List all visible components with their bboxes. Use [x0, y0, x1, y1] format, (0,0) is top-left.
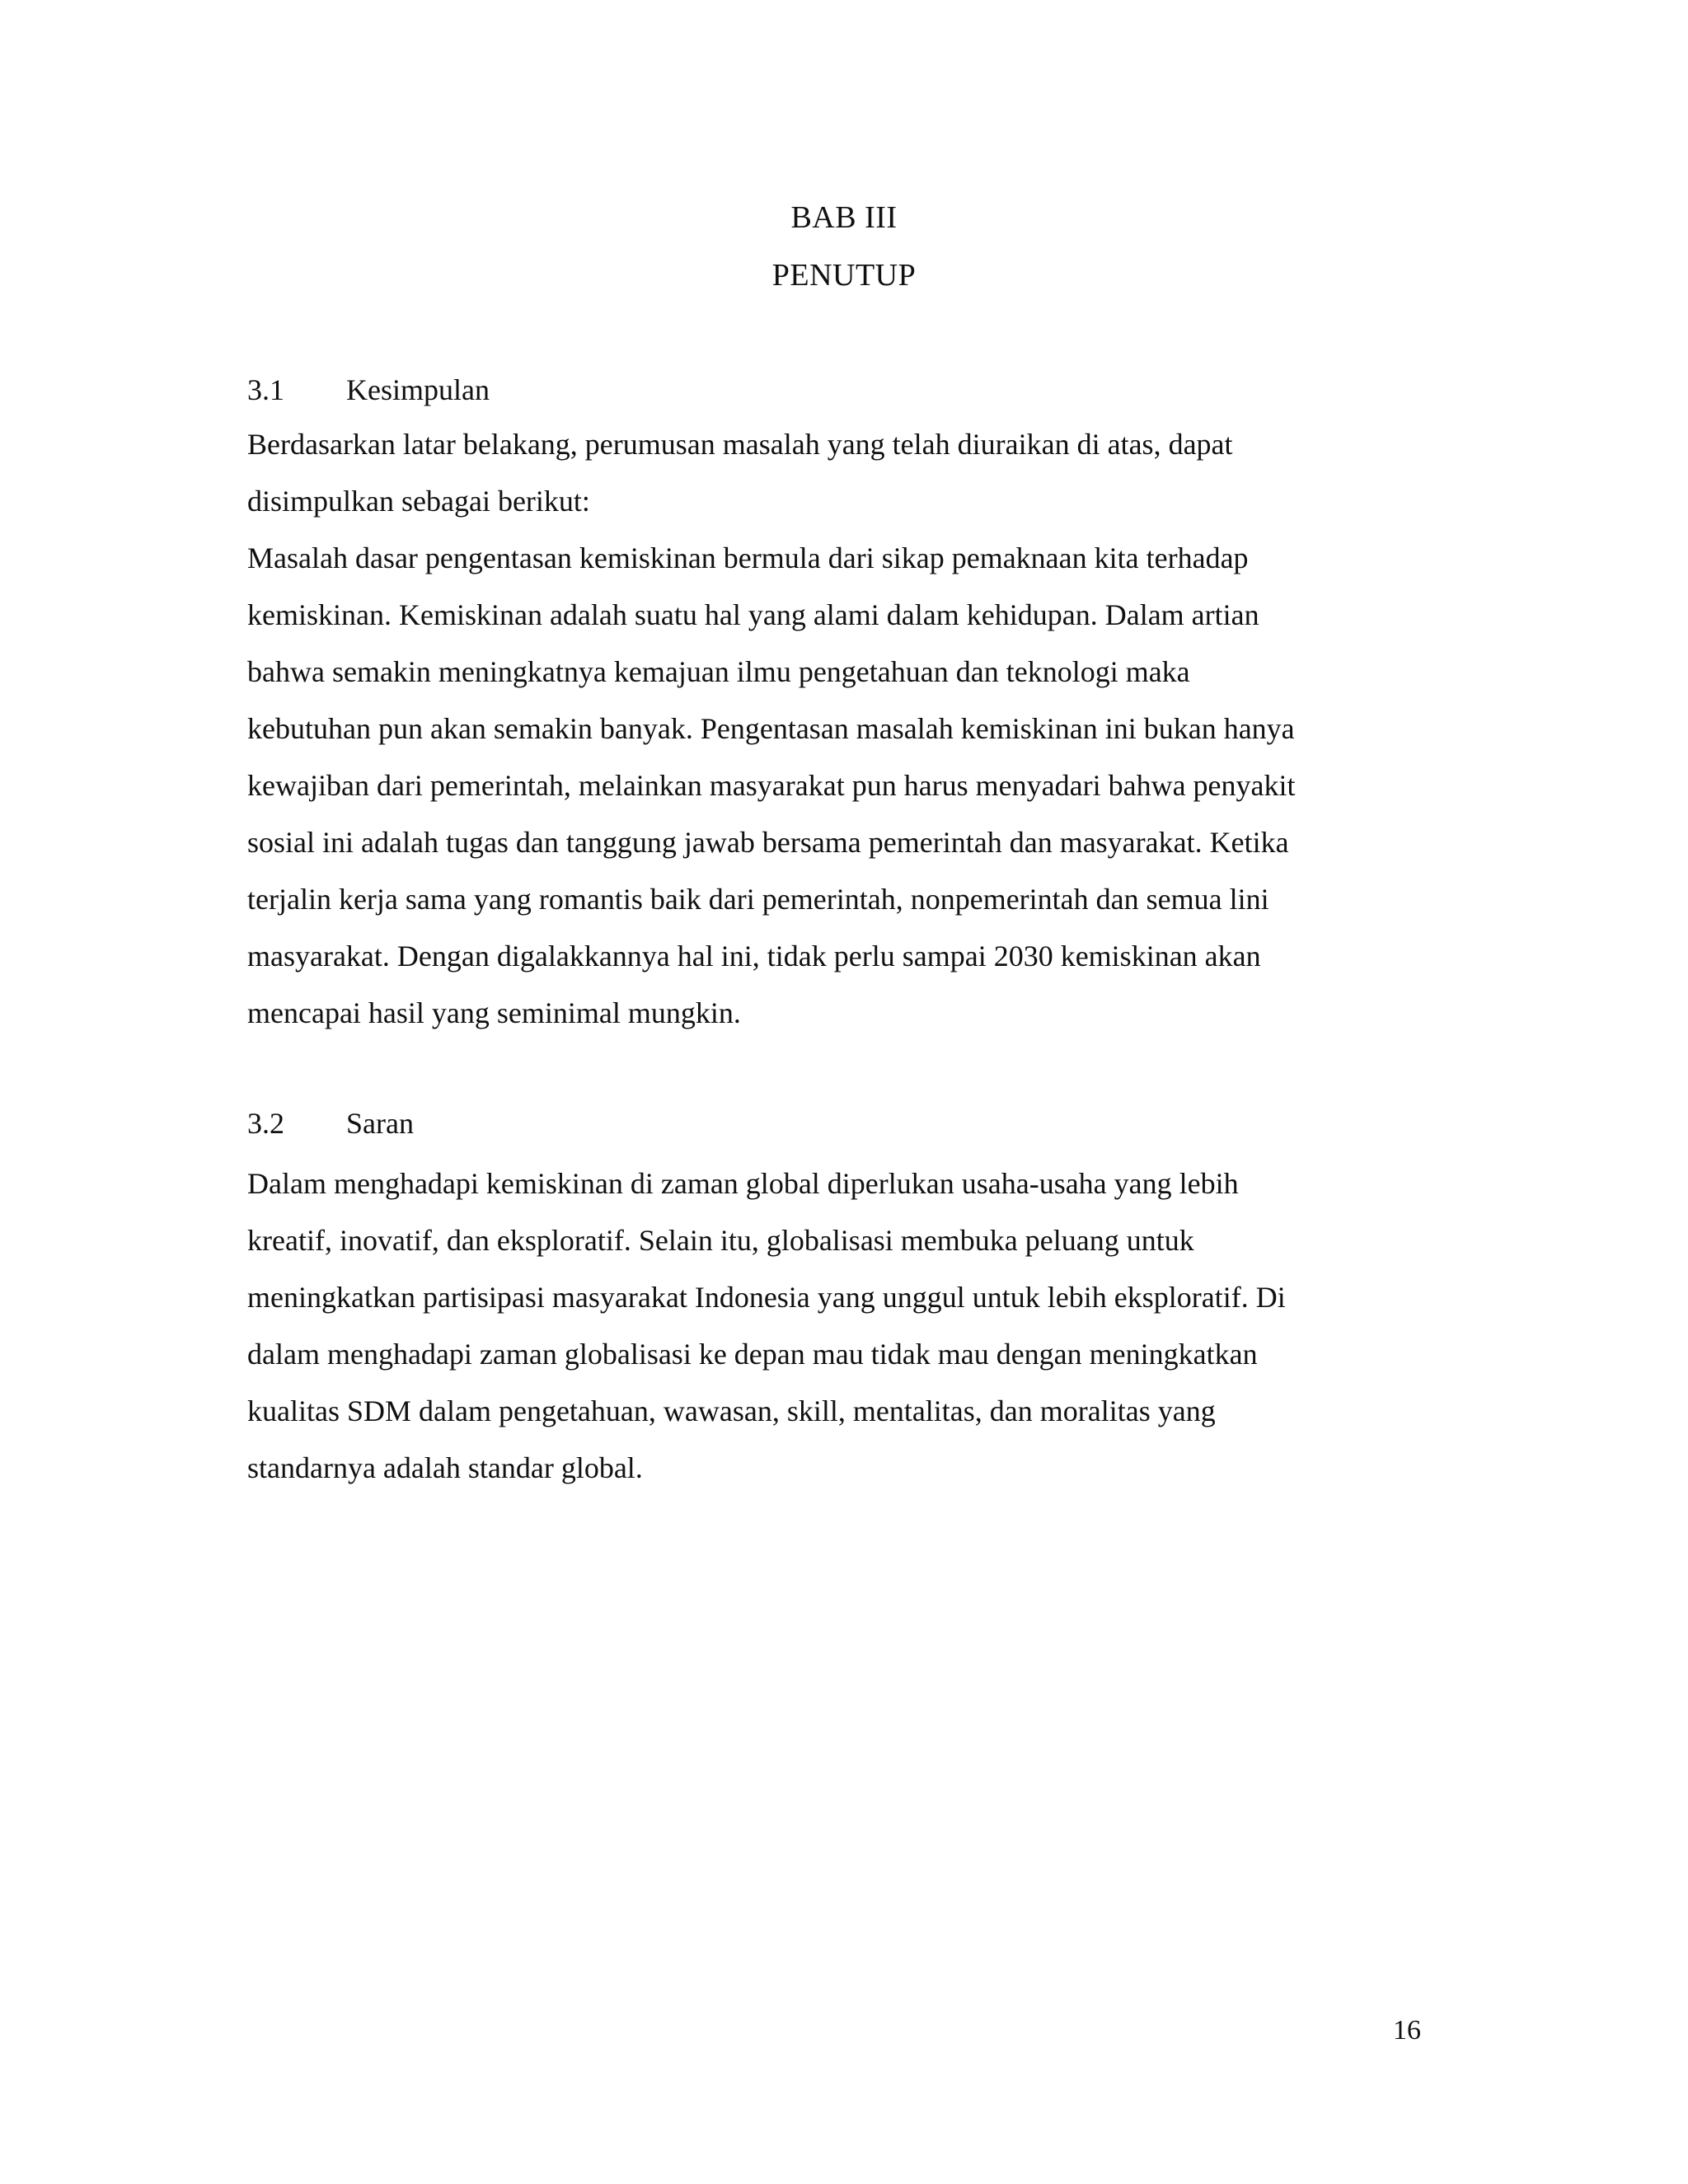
text-line: kebutuhan pun akan semakin banyak. Pengentasan masalah kemiskinan ini bukan hanya [247, 712, 1295, 745]
text-line: kewajiban dari pemerintah, melainkan masyarakat pun harus menyadari bahwa penyakit [247, 769, 1296, 802]
text-line: Masalah dasar pengentasan kemiskinan bermula dari sikap pemaknaan kita terhadap [247, 541, 1249, 574]
page-number: 16 [1393, 2015, 1421, 2046]
paragraph-kesimpulan-intro [247, 416, 1434, 530]
text-line: kualitas SDM dalam pengetahuan, wawasan, skill, mentalitas, dan moralitas yang [247, 1394, 1216, 1427]
section-heading-kesimpulan [247, 375, 490, 405]
paragraph-saran-body [247, 1155, 1434, 1497]
text-line: sosial ini adalah tugas dan tanggung jawab bersama pemerintah dan masyarakat. Ketika [247, 826, 1289, 859]
text-line: mencapai hasil yang seminimal mungkin. [247, 996, 741, 1029]
section-title: Kesimpulan [346, 373, 490, 406]
paragraph-kesimpulan-body [247, 530, 1434, 1042]
text-line: dalam menghadapi zaman globalisasi ke depan mau tidak mau dengan meningkatkan [247, 1338, 1258, 1371]
text-line: meningkatkan partisipasi masyarakat Indonesia yang unggul untuk lebih eksploratif. Di [247, 1281, 1286, 1314]
text-line: kemiskinan. Kemiskinan adalah suatu hal yang alami dalam kehidupan. Dalam artian [247, 598, 1259, 631]
text-line: disimpulkan sebagai berikut: [247, 485, 590, 518]
section-title: Saran [346, 1107, 414, 1140]
text-line: masyarakat. Dengan digalakkannya hal ini, tidak perlu sampai 2030 kemiskinan akan [247, 940, 1261, 972]
text-line: Dalam menghadapi kemiskinan di zaman global diperlukan usaha-usaha yang lebih [247, 1167, 1239, 1200]
chapter-title: PENUTUP [771, 258, 917, 293]
section-number: 3.2 [247, 1107, 284, 1140]
section-heading-saran [247, 1108, 414, 1138]
text-line: Berdasarkan latar belakang, perumusan masalah yang telah diuraikan di atas, dapat [247, 428, 1233, 461]
chapter-number: BAB III [790, 200, 898, 235]
text-line: kreatif, inovatif, dan eksploratif. Selain itu, globalisasi membuka peluang untuk [247, 1224, 1194, 1257]
section-number: 3.1 [247, 373, 284, 406]
text-line: terjalin kerja sama yang romantis baik dari pemerintah, nonpemerintah dan semua lini [247, 883, 1269, 916]
text-line: standarnya adalah standar global. [247, 1451, 643, 1484]
text-line: bahwa semakin meningkatnya kemajuan ilmu pengetahuan dan teknologi maka [247, 655, 1190, 688]
